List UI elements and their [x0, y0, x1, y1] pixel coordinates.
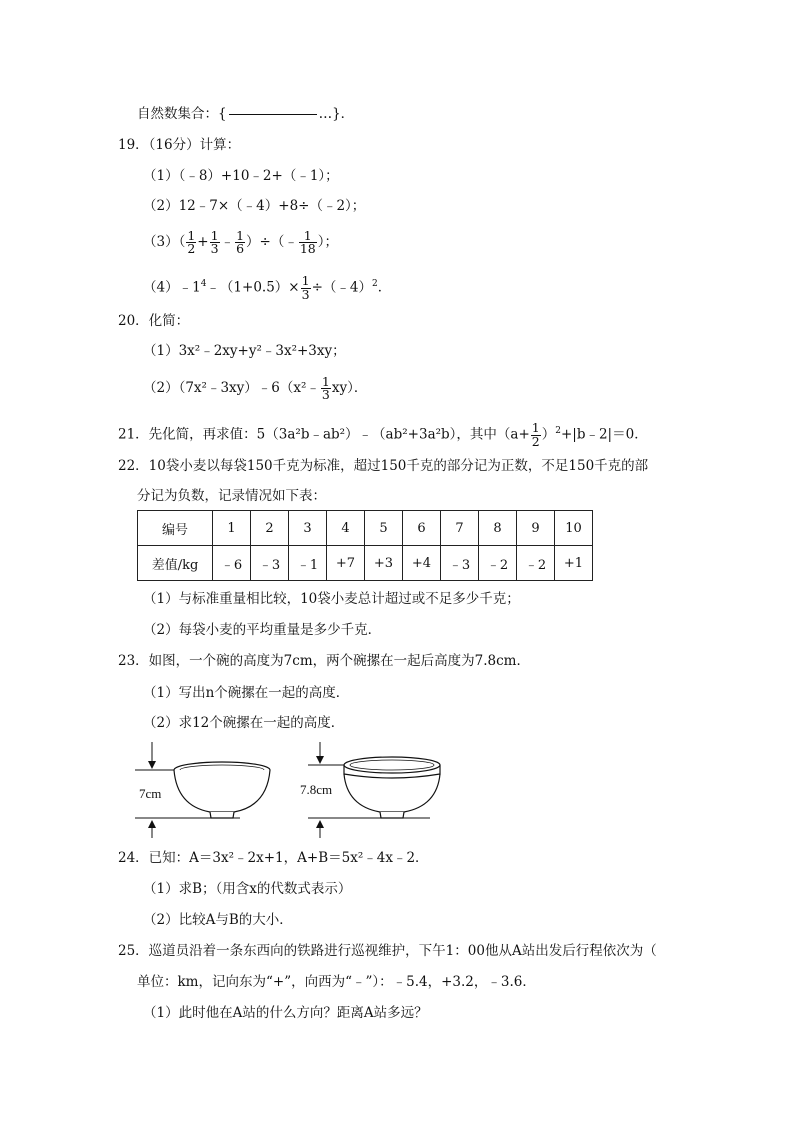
set-prefix: 自然数集合：{ — [137, 106, 227, 122]
q22-line1: 22．10袋小麦以每袋150千克为标准，超过150千克的部分记为正数，不足150千克的部 — [118, 458, 649, 474]
table-cell: 8 — [479, 511, 517, 546]
natural-number-set-line — [137, 104, 354, 124]
q24-part2: （2）比较A与B的大小． — [143, 912, 293, 928]
table-cell: 7 — [441, 511, 479, 546]
set-suffix: …}． — [318, 106, 355, 122]
table-cell: 2 — [251, 511, 289, 546]
table-cell: ﹣1 — [289, 546, 327, 581]
table-cell: 4 — [327, 511, 365, 546]
q24-part1: （1）求B；（用含x的代数式表示） — [143, 881, 352, 897]
q19-part2: （2）12﹣7×（﹣4）+8÷（﹣2）； — [143, 198, 366, 214]
q24-title: 24．已知：A＝3x²﹣2x+1，A+B＝5x²﹣4x﹣2． — [118, 850, 429, 866]
q25-line2: 单位：km，记向东为“+”，向西为“﹣”）：﹣5.4，+3.2，﹣3.6． — [137, 974, 536, 990]
table-cell: 3 — [289, 511, 327, 546]
fraction: $\frac{1}{3}$ — [210, 227, 219, 256]
table-header-cell: 编号 — [138, 511, 213, 546]
table-header-cell: 差值/kg — [138, 546, 213, 581]
q25-line1: 25．巡道员沿着一条东西向的铁路进行巡视维护，下午1：00他从A站出发后行程依次为（ — [118, 943, 657, 959]
table-cell: +3 — [365, 546, 403, 581]
bowls-figure — [130, 740, 450, 840]
q22-line2: 分记为负数，记录情况如下表： — [137, 488, 326, 504]
q20-title: 20．化简： — [118, 313, 190, 329]
table-cell: +7 — [327, 546, 365, 581]
q19-title: 19．（16分）计算： — [118, 137, 241, 153]
table-cell: +4 — [403, 546, 441, 581]
q19-part4: $(4)﹣1^4﹣(1+0.5)\times$ $\frac{1}{3}$ ÷（﹣4）$^2$． — [143, 273, 392, 302]
q23-title: 23．如图，一个碗的高度为7cm，两个碗摞在一起后高度为7.8cm． — [118, 653, 530, 669]
q21-line: 21．先化简，再求值：5（3a²b﹣ab²）﹣（ab²+3a²b），其中（a+ $\frac{1}{2}$ ）$^2$+|b﹣2|＝0． — [118, 420, 648, 449]
fraction: $\frac{1}{2}$ — [187, 227, 196, 256]
table-row-number — [138, 511, 593, 546]
q25-part1: （1）此时他在A站的什么方向？距离A站多远？ — [143, 1005, 428, 1021]
bowl-height-label: 7cm — [139, 786, 162, 801]
table-row-diff — [138, 546, 593, 581]
q22-part2: （2）每袋小麦的平均重量是多少千克． — [143, 622, 382, 638]
q19-part1: （1）（﹣8）+10﹣2+（﹣1）； — [143, 168, 339, 184]
q20-part2: （2）（7x²﹣3xy）﹣6（x²﹣ $\frac{1}{3}$ xy）． — [143, 373, 368, 402]
table-cell: 10 — [555, 511, 593, 546]
fraction: $\frac{1}{3}$ — [321, 373, 330, 402]
fraction: $\frac{1}{3}$ — [301, 273, 310, 302]
table-cell: +1 — [555, 546, 593, 581]
table-cell: 9 — [517, 511, 555, 546]
q22-part1: （1）与标准重量相比较，10袋小麦总计超过或不足多少千克； — [143, 591, 520, 607]
fraction: $\frac{1}{2}$ — [531, 420, 540, 449]
fraction: $\frac{1}{6}$ — [236, 227, 245, 256]
stacked-height-label: 7.8cm — [300, 782, 333, 797]
table-cell: ﹣3 — [441, 546, 479, 581]
weight-table — [137, 510, 593, 581]
table-cell: ﹣3 — [251, 546, 289, 581]
table-cell: 5 — [365, 511, 403, 546]
q19-part3: （3）（ $\frac{1}{2}$ + $\frac{1}{3}$ ﹣ $\frac{1}{6}$ ）÷（﹣ $\frac{1}{18}$ ）； — [143, 227, 338, 256]
fraction: $\frac{1}{18}$ — [299, 227, 316, 256]
table-cell: 6 — [403, 511, 441, 546]
q23-part1: （1）写出n个碗摞在一起的高度． — [143, 685, 350, 701]
table-cell: ﹣6 — [213, 546, 251, 581]
table-cell: 1 — [213, 511, 251, 546]
table-cell: ﹣2 — [479, 546, 517, 581]
q23-part2: （2）求12个碗摞在一起的高度． — [143, 715, 345, 731]
answer-blank — [229, 114, 317, 115]
q20-part1: （1）3x²﹣2xy+y²﹣3x²+3xy； — [143, 343, 346, 359]
table-cell: ﹣2 — [517, 546, 555, 581]
